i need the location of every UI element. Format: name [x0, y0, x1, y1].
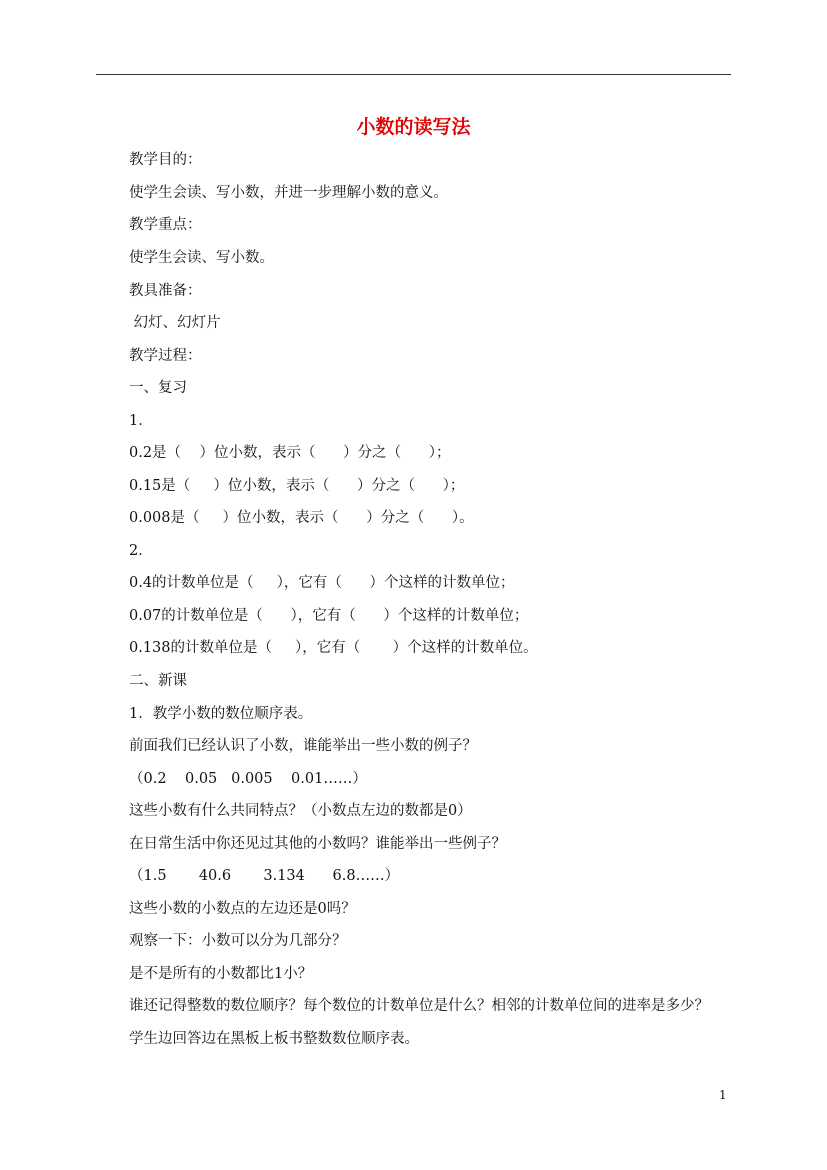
body-line: 0.008是（ ）位小数，表示（ ）分之（ ）。 — [129, 510, 474, 526]
body-line: 观察一下：小数可以分为几部分？ — [129, 933, 347, 949]
body-line: 教具准备： — [129, 283, 202, 299]
body-line: 使学生会读、写小数，并进一步理解小数的意义。 — [129, 185, 448, 201]
body-line: 前面我们已经认识了小数，谁能举出一些小数的例子？ — [129, 738, 477, 754]
body-line: 2． — [129, 543, 153, 559]
header-rule — [96, 74, 731, 75]
body-line: 使学生会读、写小数。 — [129, 250, 274, 266]
body-line: 在日常生活中你还见过其他的小数吗？谁能举出一些例子？ — [129, 836, 506, 852]
body-line: 一、复习 — [129, 380, 187, 396]
body-line: （1.5 40.6 3.134 6.8……） — [129, 868, 400, 884]
body-line: 谁还记得整数的数位顺序？每个数位的计数单位是什么？相邻的计数单位间的进率是多少？ — [129, 998, 709, 1014]
document-title: 小数的读写法 — [356, 116, 471, 138]
body-line: 0.07的计数单位是（ ），它有（ ）个这样的计数单位； — [129, 608, 529, 624]
body-line: 二、新课 — [129, 673, 187, 689]
body-line: 0.2是（ ）位小数，表示（ ）分之（ ）； — [129, 445, 451, 461]
body-line: 幻灯、幻灯片 — [129, 315, 221, 331]
body-line: 教学过程： — [129, 348, 202, 364]
page-number: 1 — [719, 1088, 727, 1102]
body-line: 0.4的计数单位是（ ），它有（ ）个这样的计数单位； — [129, 575, 515, 591]
body-line: 0.138的计数单位是（ ），它有（ ）个这样的计数单位。 — [129, 640, 538, 656]
body-line: 0.15是（ ）位小数，表示（ ）分之（ ）； — [129, 478, 465, 494]
body-line: 教学重点： — [129, 217, 202, 233]
body-line: 1． — [129, 413, 153, 429]
body-line: 这些小数的小数点的左边还是0吗？ — [129, 901, 356, 917]
body-line: 是不是所有的小数都比1小？ — [129, 966, 313, 982]
body-line: 1．教学小数的数位顺序表。 — [129, 706, 313, 722]
body-line: 学生边回答边在黑板上板书整数数位顺序表。 — [129, 1031, 419, 1047]
body-line: 教学目的： — [129, 152, 202, 168]
body-line: 这些小数有什么共同特点？（小数点左边的数都是0） — [129, 803, 472, 819]
body-line: （0.2 0.05 0.005 0.01……） — [129, 771, 367, 787]
